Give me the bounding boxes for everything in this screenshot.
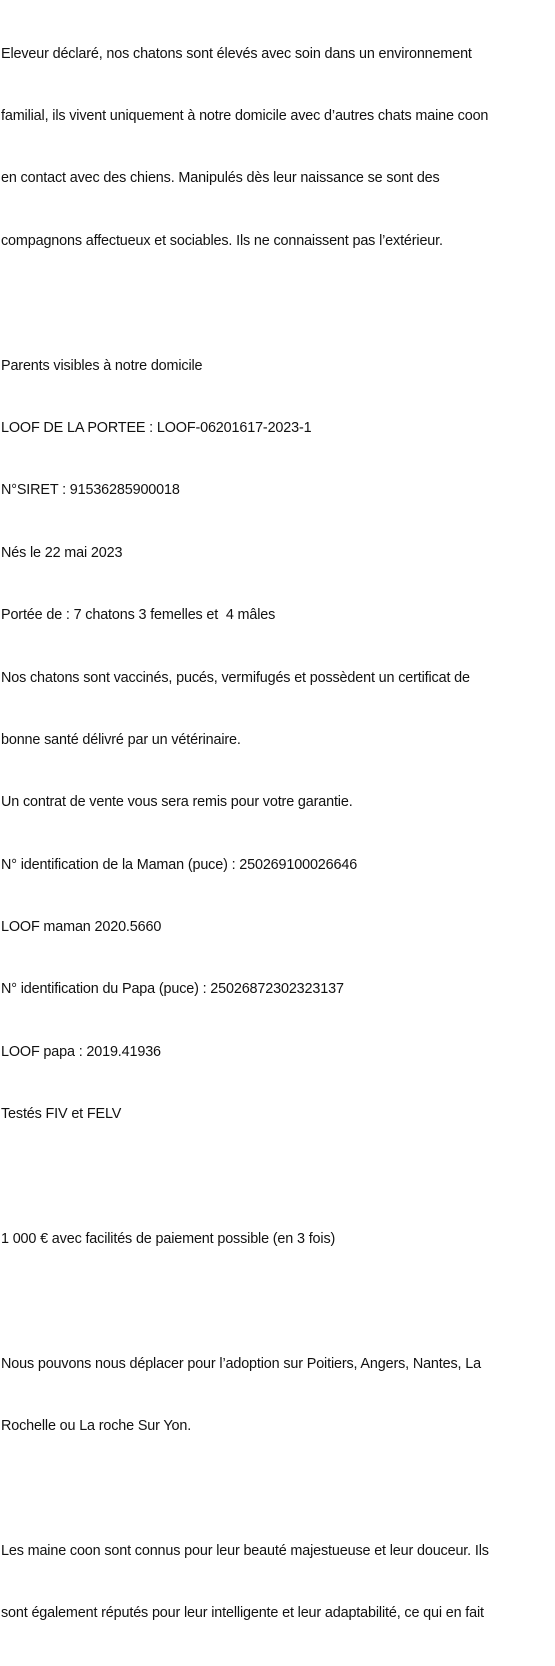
details-paragraph: [1, 314, 555, 1167]
text-line: LOOF papa : 2019.41936: [1, 1043, 161, 1060]
text-line: Eleveur déclaré, nos chatons sont élevés avec soin dans un environnement: [1, 45, 472, 62]
text-line: en contact avec des chiens. Manipulés dès leur naissance se sont des: [1, 170, 440, 187]
text-line: bonne santé délivré par un vétérinaire.: [1, 731, 241, 748]
intro-paragraph: [1, 2, 555, 293]
breed-paragraph: [1, 1499, 555, 1665]
text-line: sont également réputés pour leur intelligente et leur adaptabilité, ce qui en fait: [1, 1605, 484, 1622]
text-line: compagnons affectueux et sociables. Ils ne connaissent pas l’extérieur.: [1, 232, 443, 249]
text-line: N° identification du Papa (puce) : 25026872302323137: [1, 981, 344, 998]
text-line: LOOF DE LA PORTEE : LOOF-06201617-2023-1: [1, 419, 312, 436]
text-line: Un contrat de vente vous sera remis pour votre garantie.: [1, 794, 353, 811]
document-body: [1, 2, 555, 1666]
paragraph-gap: [1, 1167, 555, 1188]
text-line: familial, ils vivent uniquement à notre domicile avec d’autres chats maine coon: [1, 107, 489, 124]
text-line: Les maine coon sont connus pour leur beauté majestueuse et leur douceur. Ils: [1, 1542, 489, 1559]
text-line: Nos chatons sont vaccinés, pucés, vermifugés et possèdent un certificat de: [1, 669, 470, 686]
text-line: Portée de : 7 chatons 3 femelles et 4 mâles: [1, 607, 276, 624]
text-line: N° identification de la Maman (puce) : 250269100026646: [1, 856, 358, 873]
text-line: 1 000 € avec facilités de paiement possible (en 3 fois): [1, 1231, 336, 1248]
text-line: Parents visibles à notre domicile: [1, 357, 203, 374]
text-line: N°SIRET : 91536285900018: [1, 482, 180, 499]
travel-paragraph: [1, 1312, 555, 1478]
text-line: Nés le 22 mai 2023: [1, 544, 123, 561]
paragraph-gap: [1, 1291, 555, 1312]
paragraph-gap: [1, 293, 555, 314]
text-line: LOOF maman 2020.5660: [1, 919, 162, 936]
text-line: Testés FIV et FELV: [1, 1106, 122, 1123]
text-line: Rochelle ou La roche Sur Yon.: [1, 1418, 192, 1435]
paragraph-gap: [1, 1479, 555, 1500]
price-paragraph: [1, 1187, 555, 1291]
text-line: Nous pouvons nous déplacer pour l’adoption sur Poitiers, Angers, Nantes, La: [1, 1355, 481, 1372]
